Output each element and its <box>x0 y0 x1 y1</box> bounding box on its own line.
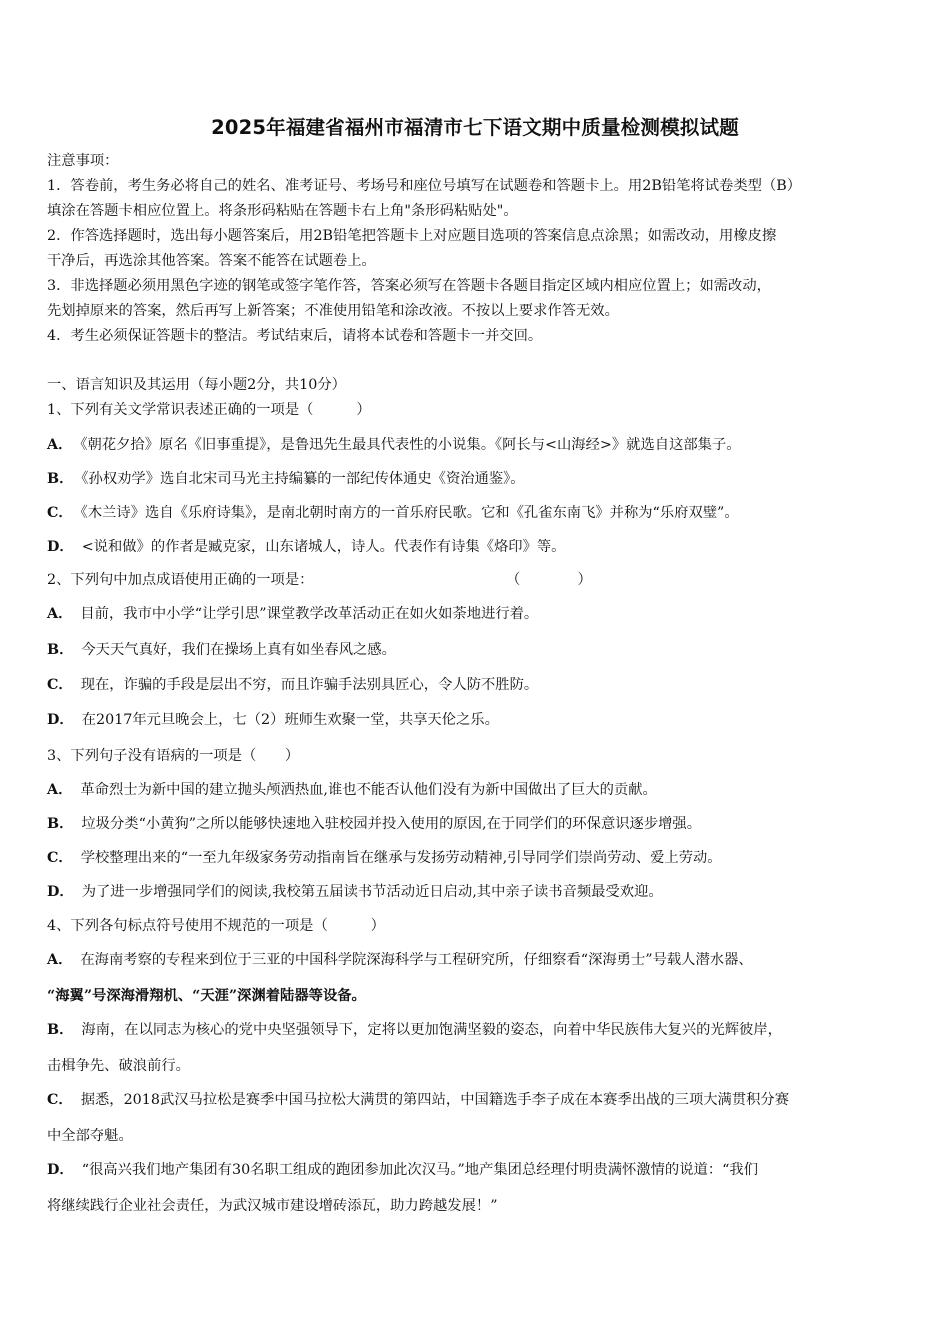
option-d <box>47 537 565 557</box>
notice-heading: 注意事项： <box>47 153 119 169</box>
answer-paren: （ ） <box>506 572 592 588</box>
option-b <box>47 640 396 660</box>
option-c <box>47 675 538 695</box>
notice-line: 1．答卷前，考生务必将自己的姓名、准考证号、考场号和座位号填写在试题卷和答题卡上。用2B铅笔将试卷类型（B） <box>47 178 802 194</box>
option-label: D． <box>47 539 74 555</box>
question-stem: 2、下列句中加点成语使用正确的一项是： <box>47 572 314 588</box>
option-text: “很高兴我们地产集团有30名职工组成的跑团参加此次汉马。”地产集团总经理付明贵满怀激情的说道：“我们 <box>81 1162 759 1178</box>
option-a <box>47 950 753 970</box>
option-label: A． <box>47 782 73 798</box>
option-d <box>47 710 499 730</box>
option-label: B． <box>47 1022 74 1038</box>
option-b <box>47 1020 782 1040</box>
notice-line: 3．非选择题必须用黑色字迹的钢笔或签字笔作答，答案必须写在答题卡各题目指定区域内相应位置上；如需改动， <box>47 278 771 294</box>
question-stem: 4、下列各句标点符号使用不规范的一项是（ ） <box>47 918 385 934</box>
section-heading: 一、语言知识及其运用（每小题2分，共10分） <box>47 377 346 393</box>
notice-line: 2．作答选择题时，选出每小题答案后，用2B铅笔把答题卡上对应题目选项的答案信息点涂黑；如需改动，用橡皮擦 <box>47 228 777 244</box>
option-a <box>47 780 657 800</box>
option-b-continued: 击楫争先、破浪前行。 <box>47 1058 190 1074</box>
exam-title: 2025年福建省福州市福清市七下语文期中质量检测模拟试题 <box>211 116 739 139</box>
option-a <box>47 604 538 624</box>
option-label: A． <box>47 437 73 453</box>
option-text: 《孙权劝学》选自北宋司马光主持编纂的一部纪传体通史《资治通鉴》。 <box>81 471 525 487</box>
option-b <box>47 469 525 489</box>
option-label: B． <box>47 471 74 487</box>
option-c <box>47 1090 789 1110</box>
option-text: 在2017年元旦晚会上，七（2）班师生欢聚一堂，共享天伦之乐。 <box>81 712 499 728</box>
option-c <box>47 503 739 523</box>
option-label: C． <box>47 1092 73 1108</box>
option-label: D． <box>47 1162 74 1178</box>
option-label: C． <box>47 505 73 521</box>
option-text: 《木兰诗》选自《乐府诗集》，是南北朝时南方的一首乐府民歌。它和《孔雀东南飞》并称为“乐府双璧”。 <box>80 505 739 521</box>
option-label: B． <box>47 816 74 832</box>
option-label: C． <box>47 677 73 693</box>
option-text: 海南，在以同志为核心的党中央坚强领导下，定将以更加饱满坚毅的姿态，向着中华民族伟大复兴的光辉彼岸， <box>81 1022 782 1038</box>
option-label: D． <box>47 884 74 900</box>
notice-line: 填涂在答题卡相应位置上。将条形码粘贴在答题卡右上角"条形码粘贴处"。 <box>47 203 518 219</box>
option-text: 目前，我市中小学“让学引思”课堂教学改革活动正在如火如荼地进行着。 <box>80 606 539 622</box>
option-label: C． <box>47 850 73 866</box>
option-label: D． <box>47 712 74 728</box>
option-d <box>47 882 663 902</box>
notice-line: 先划掉原来的答案，然后再写上新答案；不准使用铅笔和涂改液。不按以上要求作答无效。 <box>47 303 619 319</box>
option-a <box>47 435 741 455</box>
option-label: B． <box>47 642 74 658</box>
option-label: A． <box>47 606 73 622</box>
option-c <box>47 848 722 868</box>
option-text: 为了进一步增强同学们的阅读,我校第五届读书节活动近日启动,其中亲子读书音频最受欢迎。 <box>81 884 663 900</box>
option-c-continued: 中全部夺魁。 <box>47 1128 133 1144</box>
option-text: 革命烈士为新中国的建立抛头颅洒热血,谁也不能否认他们没有为新中国做出了巨大的贡献。 <box>80 782 657 798</box>
option-text: 学校整理出来的“一至九年级家务劳动指南旨在继承与发扬劳动精神,引导同学们崇尚劳动、爱上劳动。 <box>80 850 722 866</box>
option-b <box>47 814 701 834</box>
option-label: A． <box>47 952 73 968</box>
option-text: 垃圾分类“小黄狗”之所以能够快速地入驻校园并投入使用的原因,在于同学们的环保意识逐步增强。 <box>81 816 702 832</box>
option-a-continued: “海翼”号深海滑翔机、“天涯”深渊着陆器等设备。 <box>47 988 366 1004</box>
option-d <box>47 1160 758 1180</box>
option-text: 现在，诈骗的手段是层出不穷，而且诈骗手法别具匠心，令人防不胜防。 <box>80 677 539 693</box>
option-text: <说和做》的作者是臧克家，山东诸城人，诗人。代表作有诗集《烙印》等。 <box>81 539 566 555</box>
notice-line: 干净后，再选涂其他答案。答案不能答在试题卷上。 <box>47 253 376 269</box>
option-text: 今天天气真好，我们在操场上真有如坐春风之感。 <box>81 642 396 658</box>
option-text: 据悉，2018武汉马拉松是赛季中国马拉松大满贯的第四站，中国籍选手李子成在本赛季出战的三项大满贯积分赛 <box>80 1092 790 1108</box>
option-d-continued: 将继续践行企业社会责任，为武汉城市建设增砖添瓦，助力跨越发展！” <box>47 1198 498 1214</box>
notice-line: 4．考生必须保证答题卡的整洁。考试结束后，请将本试卷和答题卡一并交回。 <box>47 328 543 344</box>
question-stem: 1、下列有关文学常识表述正确的一项是（ ） <box>47 402 371 418</box>
option-text: 在海南考察的专程来到位于三亚的中国科学院深海科学与工程研究所，仔细察看“深海勇士”号载人潜水器、 <box>80 952 753 968</box>
question-stem: 3、下列句子没有语病的一项是（ ） <box>47 748 300 764</box>
option-text: 《朝花夕拾》原名《旧事重提》，是鲁迅先生最具代表性的小说集。《阿长与<山海经>》就选自这部集子。 <box>80 437 741 453</box>
